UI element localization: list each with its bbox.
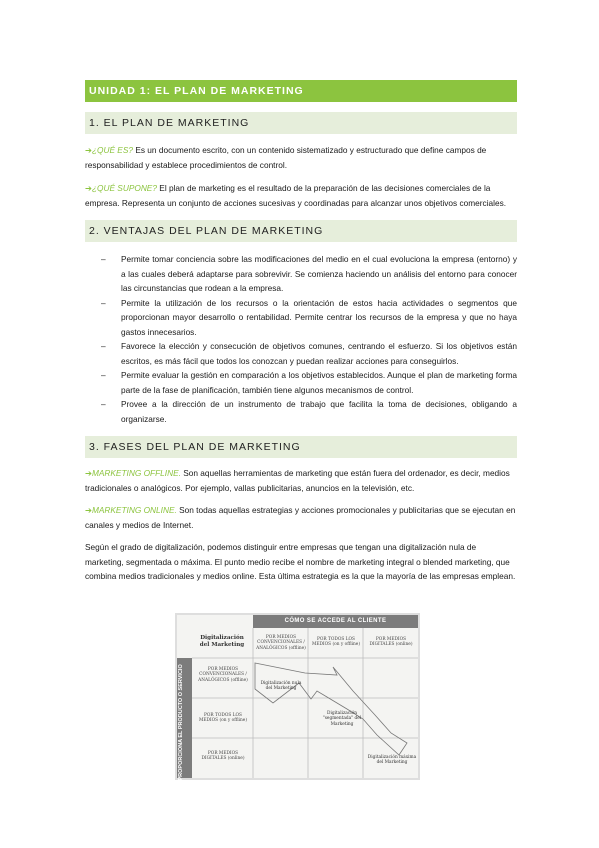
digitalizacion-paragraph: Según el grado de digitalización, podemos distinguir entre empresas que tengan una digitalización nula de marketing, segmentada o máxima. El punto medio recibe el nombre de marketing integral o blended marketing, que combina medios tradicionales y medios online. Esta última estrategia es la que la mayoría de las empresas emplean. [85, 542, 516, 581]
unit-title: UNIDAD 1: EL PLAN DE MARKETING [85, 80, 517, 102]
dash-bullet: – [101, 341, 106, 351]
list-item [85, 368, 517, 397]
online-term: MARKETING ONLINE. [91, 505, 177, 515]
top-header: CÓMO SE ACCEDE AL CLIENTE [253, 615, 418, 628]
maxima-label: Digitalización máxima del Marketing [367, 755, 417, 766]
arrow-icon: ➔ [85, 505, 92, 515]
offline-paragraph [85, 466, 517, 495]
dash-bullet: – [101, 297, 106, 308]
document-page [85, 80, 517, 584]
ventajas-list [85, 252, 517, 426]
row-header: POR TODOS LOS MEDIOS (on y offline) [198, 713, 248, 724]
row-header: POR MEDIOS DIGITALES (online) [201, 751, 245, 762]
list-item-text: Provee a la dirección de un instrumento de trabajo que facilita la toma de decisiones, obligando a organizarse. [121, 399, 517, 424]
list-item-text: Permite evaluar la gestión en comparación a los objetivos establecidos. Aunque el plan de marketing forma parte de la fase de planificación, también tiene algunos mecanismos de control. [121, 370, 517, 395]
corner-label: Digitalización del Marketing [199, 635, 245, 648]
que-es-text: Es un documento escrito, con un contenido sistematizado y estructurado que define campos de responsabilidad y establece procedimientos de control. [85, 145, 487, 170]
nula-label: Digitalización nula del Marketing [260, 681, 302, 692]
figure-inner [177, 615, 418, 808]
dash-bullet: – [101, 254, 106, 264]
digitalization-matrix-figure [175, 613, 420, 808]
list-item-text: Permite tomar conciencia sobre las modificaciones del medio en el cual evoluciona la empresa (entorno) y a las cuales deberá adaptarse para sobrevivir. Se comienza haciendo un análisis del entorno para conocer las circunstancias que rodean a la empresa. [121, 254, 517, 293]
list-item [85, 397, 517, 426]
online-paragraph [85, 503, 517, 532]
row-header: POR MEDIOS CONVENCIONALES / ANALÓGICOS (offline) [198, 667, 248, 683]
list-item-text: Permite la utilización de los recursos o la orientación de estos hacia actividades o segmentos que proporcionan mayor desarrollo o rentabilidad. Permite centrar los recursos de la empresa y que no haya gastos innecesarios. [121, 297, 517, 337]
que-supone-text: El plan de marketing es el resultado de la preparación de las decisiones comerciales de la empresa. Representa un conjunto de acciones sucesivas y coordinadas para alcanzar unos objetivos comerciales. [85, 183, 507, 208]
column-header: POR MEDIOS CONVENCIONALES / ANALÓGICOS (offline) [256, 635, 306, 651]
list-item [85, 296, 517, 340]
side-header: CÓMO SE PROPORCIONA EL PRODUCTO O SERVICIO [178, 664, 184, 808]
list-item [85, 252, 517, 296]
section-3-title: 3. FASES DEL PLAN DE MARKETING [85, 436, 517, 458]
list-item [85, 339, 517, 368]
segmentada-label: Digitalización "segmentada" del Marketing [322, 711, 362, 727]
offline-text: Son aquellas herramientas de marketing que están fuera del ordenador, es decir, medios tradicionales o analógicos. Por ejemplo, vallas publicitarias, anuncios en la televisión, etc. [85, 468, 510, 493]
dash-bullet: – [101, 399, 106, 409]
arrow-icon: ➔ [85, 145, 92, 155]
arrow-icon: ➔ [85, 183, 92, 193]
section-1-title: 1. EL PLAN DE MARKETING [85, 112, 517, 134]
online-text: Son todas aquellas estrategias y acciones promocionales y publicitarias que se ejecutan en canales y medios de Internet. [85, 505, 516, 530]
list-item-text: Favorece la elección y consecución de objetivos comunes, centrando el esfuerzo. Si los objetivos están escritos, es más fácil que todos los conozcan y puedan realizar acciones para conseguirlos. [121, 341, 517, 366]
column-header: POR TODOS LOS MEDIOS (on y offline) [311, 637, 361, 648]
dash-bullet: – [101, 370, 106, 380]
section-2-title: 2. VENTAJAS DEL PLAN DE MARKETING [85, 220, 517, 242]
que-es-term: ¿QUÉ ES? [91, 145, 133, 155]
diagonal-arrow [255, 663, 407, 755]
que-supone-term: ¿QUÉ SUPONE? [91, 183, 157, 193]
que-es-paragraph [85, 143, 517, 172]
offline-term: MARKETING OFFLINE. [91, 468, 181, 478]
arrow-icon: ➔ [85, 468, 92, 478]
column-header: POR MEDIOS DIGITALES (online) [369, 637, 413, 648]
que-supone-paragraph [85, 181, 517, 210]
